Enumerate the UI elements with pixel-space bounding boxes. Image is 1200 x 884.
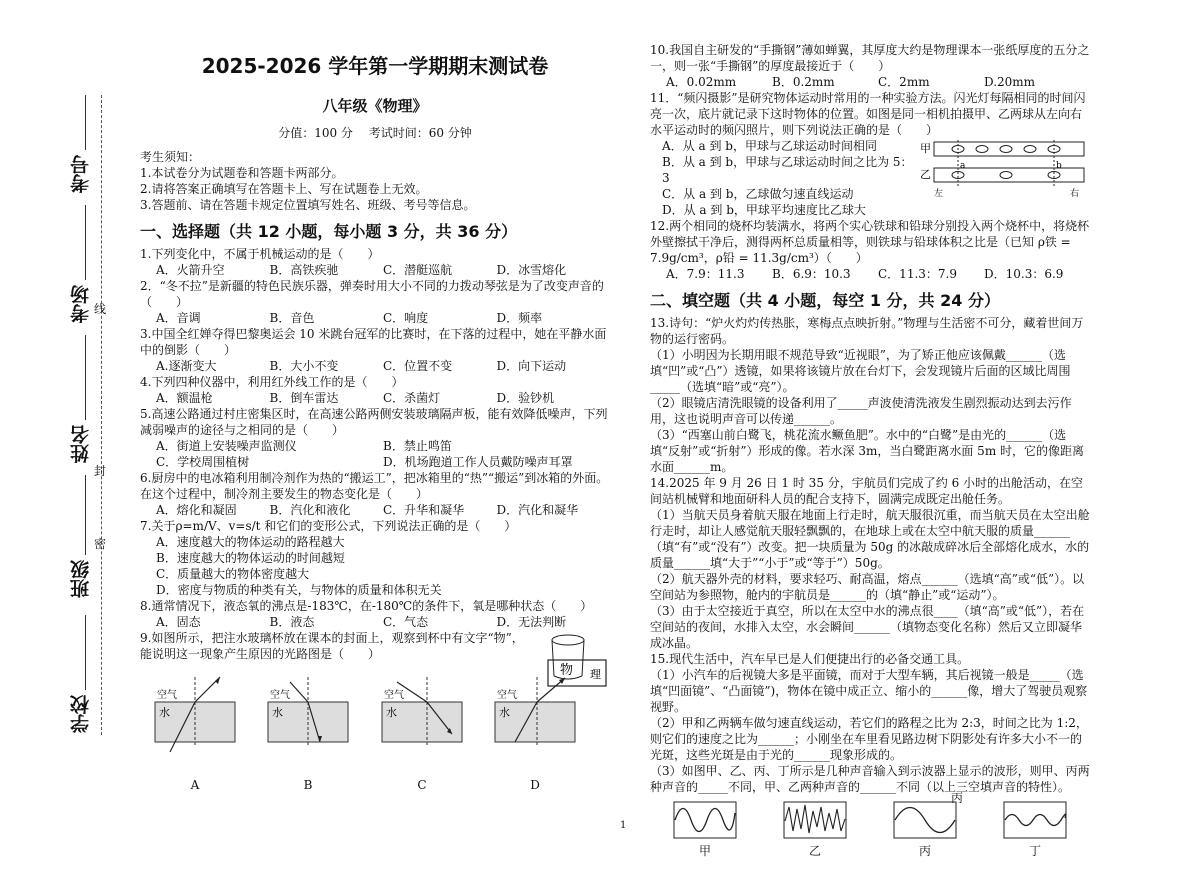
diagram-d-label: D <box>530 778 540 792</box>
diagram-c-label: C <box>417 778 427 792</box>
q2-option-b: B．音色 <box>269 311 315 325</box>
q11-option-c: C．从 a 到 b，乙球做匀速直线运动 <box>662 187 854 201</box>
question-3: 3.中国全红婵夺得巴黎奥运会 10 米跳台冠军的比赛时，在下落的过程中，她在平静水面中的倒影（ ） <box>140 327 607 357</box>
q12-option-d: D．10.3：6.9 <box>984 267 1064 281</box>
seal-mark-mi: 密 <box>94 537 107 551</box>
binding-strip <box>55 95 115 735</box>
q14-item-3: （3）由于太空接近于真空，所以在太空中水的沸点很____（填“高”或“低”），若在空间站的夜间，水排入太空，水会瞬间______（填物态变化名称）然后又立即凝华成冰晶。 <box>650 604 1085 650</box>
q15-item-1: （1）小汽车的后视镜大多是平面镜，而对于大型车辆，其后视镜一般是_____（选填“凹面镜”、“凸面镜”)，物体在镜中成正立、缩小的______像，增大了驾驶员观察视野。 <box>650 668 1088 714</box>
q12-option-a: A．7.9：11.3 <box>666 267 745 281</box>
strobe-point-a: a <box>960 161 966 171</box>
q3-option-d: D．向下运动 <box>496 359 567 373</box>
q6-option-c: C．升华和凝华 <box>383 503 465 517</box>
q7-option-a: A．速度越大的物体运动的路程越大 <box>156 535 345 549</box>
diagram-c <box>372 672 472 792</box>
question-8: 8.通常情况下，液态氧的沸点是-183℃，在-180℃的条件下，氧是哪种状态（ ） <box>140 599 593 613</box>
question-11: 11．“频闪摄影”是研究物体运动时常用的一种实验方法。闪光灯每隔相同的时间闪亮一次，底片就记录下这时物体的位置。如图是同一相机拍摄甲、乙两球从左向右水平运动时的频闪照片，则下列说法正确的是（ ） <box>650 91 1086 137</box>
seal-mark-xian: 线 <box>94 302 107 316</box>
q2-option-a: A．音调 <box>156 311 201 325</box>
q6-option-a: A．熔化和凝固 <box>156 503 237 517</box>
q6-option-d: D．汽化和凝华 <box>496 503 579 517</box>
diagram-d-air: 空气 <box>497 690 517 701</box>
seal-mark-feng: 封 <box>94 464 107 478</box>
diagram-c-air: 空气 <box>384 690 404 701</box>
diagram-d <box>485 672 585 792</box>
diagram-a <box>145 672 245 792</box>
q11-option-a: A．从 a 到 b，甲球与乙球运动时间相同 <box>662 139 877 153</box>
q4-option-a: A．额温枪 <box>156 391 213 405</box>
q8-option-a: A．固态 <box>156 615 201 629</box>
notice-1: 1.本试卷分为试题卷和答题卡两部分。 <box>140 166 344 180</box>
waveform-bing-extra-label: 丙 <box>950 791 963 805</box>
waveform-figures <box>650 791 1090 859</box>
waveform-ding-label: 丁 <box>1028 844 1041 858</box>
q7-option-c: C．质量越大的物体密度越大 <box>156 567 310 581</box>
label-name: 姓名 <box>70 425 92 463</box>
right-column <box>650 42 1090 859</box>
label-exam-room: 考场 <box>70 285 92 323</box>
waveform-yi <box>783 801 847 859</box>
left-column <box>140 50 610 802</box>
q3-option-a: A.逐渐变大 <box>156 359 217 373</box>
q6-option-b: B．汽化和液化 <box>269 503 351 517</box>
q7-option-b: B．速度越大的物体运动的时间越短 <box>156 551 345 565</box>
notice-3: 3.答题前、请在答题卡规定位置填写姓名、班级、考号等信息。 <box>140 198 476 212</box>
seal-line <box>101 95 102 735</box>
page-number: 1 <box>620 820 627 831</box>
light-path-diagrams <box>140 672 610 802</box>
section-choice-title: 一、选择题（共 12 小题，每小题 3 分，共 36 分） <box>140 222 518 241</box>
q8-option-c: C．气态 <box>383 615 429 629</box>
question-6: 6.厨房中的电冰箱利用制冷剂作为热的“搬运工”，把冰箱里的“热”“搬运”到冰箱的外面。在这个过程中，制冷剂主要发生的物态变化是（ ） <box>140 471 609 501</box>
q1-option-c: C．潜艇巡航 <box>383 263 453 277</box>
question-10: 10.我国自主研发的“手撕钢”薄如蝉翼，其厚度大约是物理课本一张纸厚度的五分之一，则一张“手撕钢”的厚度最接近于（ ） <box>650 43 1090 73</box>
q5-option-c: C．学校周围植树 <box>156 455 250 469</box>
diagram-b-label: B <box>303 778 313 792</box>
question-15: 15.现代生活中，汽车早已是人们便捷出行的必备交通工具。 <box>650 652 970 666</box>
section-fill-title: 二、填空题（共 4 小题，每空 1 分，共 24 分） <box>650 291 1000 310</box>
waveform-bing-label: 丙 <box>918 844 931 858</box>
q12-option-b: B．6.9：10.3 <box>772 267 851 281</box>
q8-option-b: B．液态 <box>269 615 315 629</box>
waveform-bing <box>893 791 963 859</box>
q8-option-d: D．无法判断 <box>496 615 567 629</box>
q14-item-2: （2）航天器外壳的材料，要求轻巧、耐高温，熔点______（选填“高”或“低”）。以空间站为参照物，舱内的宇航员是______的（填“静止”或“运动”）。 <box>650 572 1085 602</box>
diagram-a-air: 空气 <box>157 690 177 701</box>
waveform-jia <box>673 801 737 859</box>
question-12: 12.两个相同的烧杯均装满水，将两个实心铁球和铅球分别投入两个烧杯中，将烧杯外壁擦拭干净后，测得两杯总质量相等，则铁球与铅球体积之比是（已知 ρ铁 = 7.9g/cm³，ρ铅 = 11.3g/cm³）（ ） <box>650 219 1090 265</box>
exam-meta: 分值：100 分 考试时间：60 分钟 <box>278 126 472 140</box>
notice-2: 2.请将答案正确填写在答题卡上、写在试题卷上无效。 <box>140 182 428 196</box>
question-9: 9.如图所示，把注水玻璃杯放在课本的封面上，观察到杯中有文字“物”，能说明这一现象产生原因的光路图是（ ） <box>140 631 524 661</box>
q13-item-2: （2）眼镜店清洗眼镜的设备利用了_____声波使清洗液发生剧烈振动达到去污作用，这也说明声音可以传递______。 <box>650 396 1072 426</box>
label-class: 班级 <box>70 560 92 598</box>
cup-label-li: 理 <box>590 668 601 681</box>
q15-item-2: （2）甲和乙两辆车做匀速直线运动，若它们的路程之比为 2:3，时间之比为 1:2，则它们的速度之比为______；小刚坐在车里看见路边树下阴影处有许多大小不一的光斑，这些光斑是由于光的______现象形成的。 <box>650 716 1088 762</box>
question-5: 5.高速公路通过村庄密集区时，在高速公路两侧安装玻璃隔声板，能有效降低噪声，下列减弱噪声的途径与之相同的是（ ） <box>140 407 608 437</box>
cup-label-wu: 物 <box>560 663 574 678</box>
waveform-yi-label: 乙 <box>808 844 821 858</box>
q7-option-d: D．密度与物质的种类有关，与物体的质量和体积无关 <box>156 583 442 597</box>
q11-option-b: B．从 a 到 b，甲球与乙球运动时间之比为 5：3 <box>662 155 913 185</box>
q11-option-d: D．从 a 到 b，甲球平均速度比乙球大 <box>662 203 866 217</box>
q3-option-c: C．位置不变 <box>383 359 453 373</box>
q10-option-d: D.20mm <box>984 75 1036 89</box>
q10-option-b: B．0.2mm <box>772 75 835 89</box>
page-title: 2025-2026 学年第一学期期末测试卷 <box>201 54 549 78</box>
waveform-jia-label: 甲 <box>698 844 711 858</box>
q2-option-c: C．响度 <box>383 311 429 325</box>
q10-option-c: C．2mm <box>878 75 930 89</box>
label-school: 学校 <box>70 695 92 733</box>
diagram-a-water: 水 <box>159 706 170 719</box>
q13-item-1: （1）小明因为长期用眼不规范导致“近视眼”，为了矫正他应该佩戴______（选填“凹”或“凸”）透镜，如果将该镜片放在台灯下，会发现镜片后面的区域比周围_____（选填“暗”或“亮”）。 <box>650 348 1071 394</box>
q15-item-3: （3）如图甲、乙、丙、丁所示是几种声音输入到示波器上显示的波形，则甲、丙两种声音的_____不同，甲、乙两种声音的______不同（以上三空填声音的特性）。 <box>650 764 1090 794</box>
question-1: 1.下列变化中，不属于机械运动的是（ ） <box>140 247 380 261</box>
notice-title: 考生须知： <box>140 150 201 164</box>
strobe-label-yi: 乙 <box>920 168 931 181</box>
q1-option-a: A．火箭升空 <box>156 263 225 277</box>
q12-option-c: C．11.3：7.9 <box>878 267 957 281</box>
strobe-left: 左 <box>934 189 944 199</box>
page-subtitle: 八年级《物理》 <box>322 97 428 115</box>
strobe-photo-figure <box>920 138 1090 202</box>
q5-option-a: A．街道上安装噪声监测仪 <box>156 439 297 453</box>
diagram-b-water: 水 <box>272 706 283 719</box>
diagram-c-water: 水 <box>386 706 397 719</box>
diagram-b <box>258 672 358 792</box>
q5-option-b: B．禁止鸣笛 <box>383 439 452 453</box>
q1-option-b: B．高铁疾驰 <box>269 263 339 277</box>
question-14: 14.2025 年 9 月 26 日 1 时 35 分，宇航员们完成了约 6 小时的出舱活动，在空间站机械臂和地面研科人员的配合支持下，圆满完成既定出舱任务。 <box>650 476 1084 506</box>
q5-option-d: D．机场跑道工作人员戴防噪声耳罩 <box>383 455 573 469</box>
q4-option-b: B．倒车雷达 <box>269 391 339 405</box>
question-4: 4.下列四种仪器中，利用红外线工作的是（ ） <box>140 375 404 389</box>
diagram-d-water: 水 <box>499 706 510 719</box>
q4-option-d: D．验钞机 <box>496 391 555 405</box>
label-exam-no: 考号 <box>70 155 92 193</box>
q4-option-c: C．杀菌灯 <box>383 391 441 405</box>
q10-option-a: A．0.02mm <box>666 75 737 89</box>
q1-option-d: D．冰雪熔化 <box>496 263 567 277</box>
diagram-a-label: A <box>190 778 200 792</box>
q2-option-d: D．频率 <box>496 311 543 325</box>
question-7: 7.关于ρ=m/V、v=s/t 和它们的变形公式，下列说法正确的是（ ） <box>140 519 517 533</box>
q3-option-b: B．大小不变 <box>269 359 339 373</box>
diagram-b-air: 空气 <box>270 690 290 701</box>
strobe-right: 右 <box>1070 189 1080 199</box>
q14-item-1: （1）当航天员身着航天服在地面上行走时，航天服很沉重，而当航天员在太空出舱行走时，却让人感觉航天服轻飘飘的，在地球上或在太空中航天服的质量______（填“有”或“没有”）改变。把一块质量为 50g 的冰敲成碎冰后全部熔化成水，水的质量______填“大于”“小于”或“等于”）50g。 <box>650 508 1090 570</box>
strobe-label-jia: 甲 <box>920 142 931 155</box>
strobe-point-b: b <box>1056 161 1062 171</box>
waveform-ding <box>1003 801 1067 859</box>
question-2: 2．“冬不拉”是新疆的特色民族乐器，弹奏时用大小不同的力拨动琴弦是为了改变声音的（ ） <box>140 279 604 309</box>
q13-item-3: （3）“西塞山前白鹭飞，桃花流水鳜鱼肥”。水中的“白鹭”是由光的______（选填“反射”或“折射”）形成的像。若水深 3m，当白鹭距离水面 5m 时，它的像距离水面______m。 <box>650 428 1085 474</box>
question-13: 13.诗句：“炉火灼灼传热胀，寒梅点点映折射。”物理与生活密不可分，藏着世间万物的运行密码。 <box>650 316 1084 346</box>
